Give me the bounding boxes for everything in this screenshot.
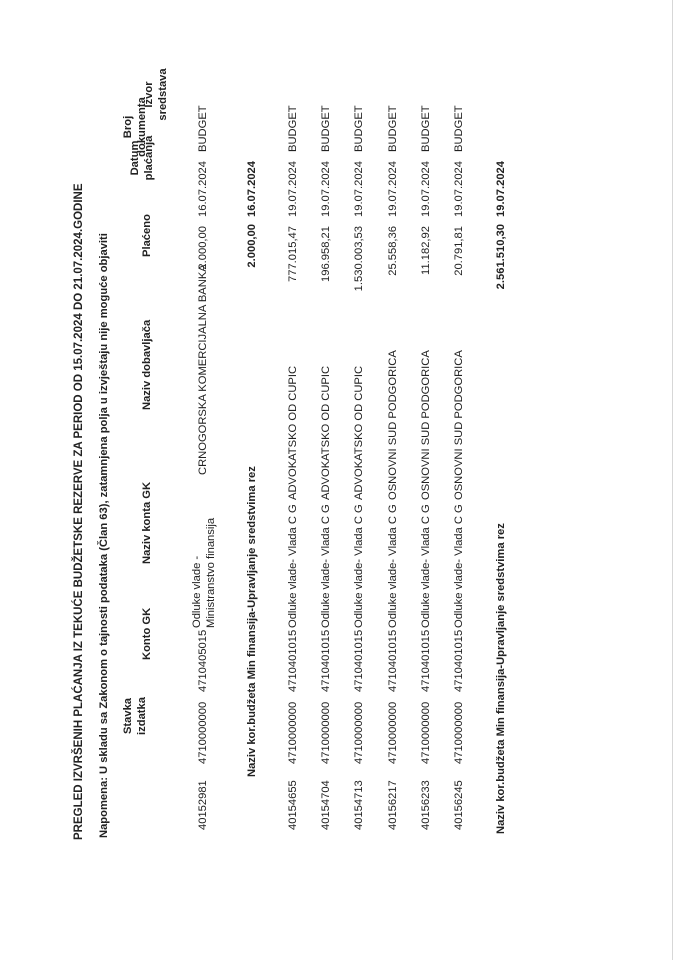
cell-naziv-konta: Odluke vlade- Vlada C G [453, 504, 465, 628]
cell-placeno: 777.015,47 [287, 226, 299, 282]
cell-datum: 19.07.2024 [287, 161, 299, 217]
subtotal-date: 19.07.2024 [495, 161, 507, 217]
cell-naziv-konta: Odluke vlade- Vlada C G [353, 504, 365, 628]
cell-datum: 19.07.2024 [387, 161, 399, 217]
cell-broj: 40152981 [197, 780, 209, 830]
cell-placeno: 25.558,36 [387, 226, 399, 276]
cell-dobavljac: OSNOVNI SUD PODGORICA [387, 350, 399, 500]
cell-datum: 19.07.2024 [420, 161, 432, 217]
cell-dobavljac: OSNOVNI SUD PODGORICA [420, 350, 432, 500]
cell-datum: 16.07.2024 [197, 161, 209, 217]
header-stavka-izdatka: Stavka izdatka [122, 697, 148, 735]
cell-dobavljac: OSNOVNI SUD PODGORICA [453, 350, 465, 500]
cell-stavka: 4710000000 [287, 701, 299, 764]
cell-stavka: 4710000000 [353, 701, 365, 764]
cell-broj: 40154655 [287, 780, 299, 830]
cell-placeno: 1.530.003,53 [353, 226, 365, 292]
subtotal-date: 16.07.2024 [246, 161, 258, 217]
cell-stavka: 4710000000 [197, 701, 209, 764]
cell-izvor: BUDGET [287, 105, 299, 152]
cell-konto: 4710405015 [197, 629, 209, 692]
cell-datum: 19.07.2024 [353, 161, 365, 217]
subtotal-amount: 2.000,00 [246, 224, 258, 268]
subtotal-label: Naziv kor.budžeta Min finansija-Upravljanje sredstvima rez [246, 466, 258, 777]
cell-izvor: BUDGET [453, 105, 465, 152]
cell-dobavljac: CRNOGORSKA KOMERCIJALNA BANKA [197, 264, 209, 475]
cell-konto: 4710401015 [387, 629, 399, 692]
cell-dobavljac: ADVOKATSKO OD CUPIC [320, 365, 332, 500]
cell-dobavljac: ADVOKATSKO OD CUPIC [353, 365, 365, 500]
header-placeno: Plaćeno [141, 214, 153, 257]
header-naziv-dobavljaca: Naziv dobavljača [141, 319, 153, 410]
cell-konto: 4710401015 [420, 629, 432, 692]
cell-naziv-konta: Odluke vlade- Vlada C G [387, 504, 399, 628]
header-broj-dokumenta: Broj dokumenta [122, 97, 148, 157]
cell-broj: 40156217 [387, 780, 399, 830]
cell-broj: 40156245 [453, 780, 465, 830]
cell-placeno: 196.958,21 [320, 226, 332, 282]
cell-izvor: BUDGET [420, 105, 432, 152]
cell-naziv-konta: Odluke vlade- Vlada C G [420, 504, 432, 628]
cell-stavka: 4710000000 [453, 701, 465, 764]
cell-stavka: 4710000000 [420, 701, 432, 764]
cell-datum: 19.07.2024 [320, 161, 332, 217]
cell-placeno: 20.791,81 [453, 226, 465, 276]
cell-stavka: 4710000000 [387, 701, 399, 764]
cell-izvor: BUDGET [197, 105, 209, 152]
header-konto-gk: Konto GK [141, 607, 153, 660]
cell-stavka: 4710000000 [320, 701, 332, 764]
cell-broj: 40156233 [420, 780, 432, 830]
cell-konto: 4710401015 [320, 629, 332, 692]
cell-konto: 4710401015 [287, 629, 299, 692]
report-title: PREGLED IZVRŠENIH PLAĆANJA IZ TEKUĆE BUDŽETSKE REZERVE ZA PERIOD OD 15.07.2024 DO 21.07.2024.GODINE [73, 183, 85, 840]
cell-izvor: BUDGET [353, 105, 365, 152]
cell-naziv-konta: Odluke vlade- Vlada C G [320, 504, 332, 628]
cell-placeno: 2.000,00 [197, 226, 209, 270]
cell-izvor: BUDGET [320, 105, 332, 152]
header-datum-placanja: Datum plaćanja [129, 135, 155, 181]
header-naziv-konta-gk: Naziv konta GK [141, 481, 153, 564]
cell-konto: 4710401015 [453, 629, 465, 692]
cell-broj: 40154704 [320, 780, 332, 830]
cell-naziv-konta: Odluke vlade- Vlada C G [287, 504, 299, 628]
cell-dobavljac: ADVOKATSKO OD CUPIC [287, 365, 299, 500]
cell-konto: 4710401015 [353, 629, 365, 692]
cell-datum: 19.07.2024 [453, 161, 465, 217]
subtotal-label: Naziv kor.budžeta Min finansija-Upravljanje sredstvima rez [495, 523, 507, 834]
header-izvor-sredstava: Izvor sredstava [143, 68, 169, 121]
cell-placeno: 11.182,92 [420, 226, 432, 275]
scan-edge-line [672, 0, 673, 960]
cell-izvor: BUDGET [387, 105, 399, 152]
report-note: Napomena: U skladu sa Zakonom o tajnosti podataka (Član 63), zatamnjena polja u izvještaju nije moguće objaviti [98, 233, 110, 838]
cell-broj: 40154713 [353, 780, 365, 830]
cell-naziv-konta: Odluke vlade - Ministranstvo finansija [191, 517, 217, 628]
subtotal-amount: 2.561.510,30 [495, 224, 507, 290]
